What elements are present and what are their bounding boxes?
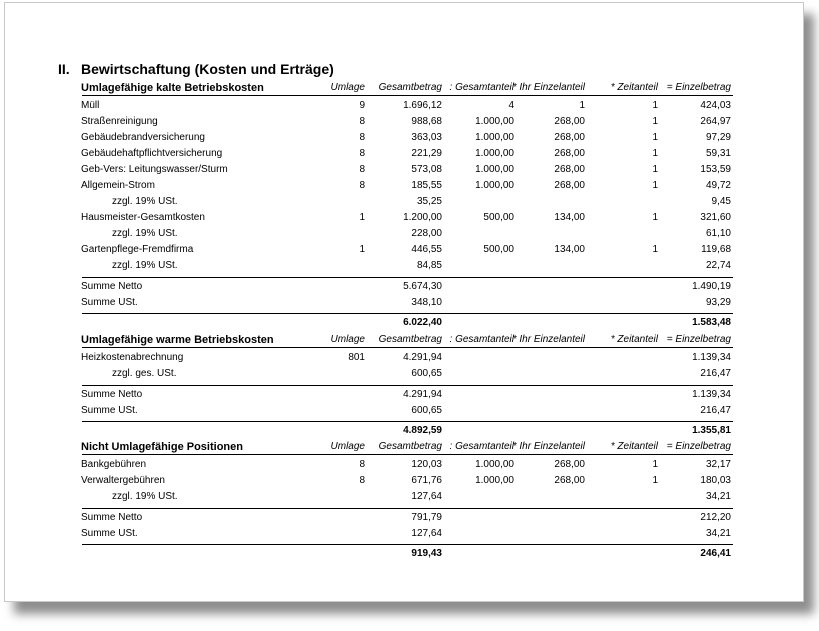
cell-ganteil: 1.000,00 bbox=[475, 116, 514, 127]
summary-betrag: 1.490,19 bbox=[692, 281, 731, 292]
row-label: zzgl. 19% USt. bbox=[112, 260, 178, 271]
summary-gesamt: 348,10 bbox=[411, 297, 442, 308]
column-header: * Zeitanteil bbox=[610, 82, 658, 93]
cell-zeit: 1 bbox=[652, 459, 658, 470]
column-header: Umlage bbox=[330, 334, 365, 345]
cell-betrag: 119,68 bbox=[701, 244, 731, 255]
cell-betrag: 153,59 bbox=[700, 164, 731, 175]
row-label: Straßenreinigung bbox=[81, 116, 158, 127]
row-label: zzgl. 19% USt. bbox=[112, 196, 178, 207]
cell-umlage: 8 bbox=[359, 475, 365, 486]
section-heading: Nicht Umlagefähige Positionen bbox=[81, 441, 243, 453]
cell-gesamt: 671,76 bbox=[411, 475, 442, 486]
cell-ganteil: 1.000,00 bbox=[475, 164, 514, 175]
cell-gesamt: 1.696,12 bbox=[403, 100, 442, 111]
cell-betrag: 264,97 bbox=[700, 116, 731, 127]
cell-betrag: 180,03 bbox=[700, 475, 731, 486]
cell-ganteil: 4 bbox=[508, 100, 514, 111]
cell-gesamt: 120,03 bbox=[411, 459, 442, 470]
row-label: Gebäudebrandversicherung bbox=[81, 132, 205, 143]
total-gesamt: 4.892,59 bbox=[403, 425, 442, 436]
cell-umlage: 8 bbox=[359, 180, 365, 191]
header-divider bbox=[82, 454, 733, 455]
column-header: Umlage bbox=[330, 82, 365, 93]
cell-ganteil: 500,00 bbox=[483, 244, 514, 255]
cell-gesamt: 363,03 bbox=[411, 132, 442, 143]
column-header: = Einzelbetrag bbox=[666, 82, 731, 93]
cell-ganteil: 1.000,00 bbox=[475, 459, 514, 470]
total-betrag: 1.583,48 bbox=[692, 317, 731, 328]
column-header: Gesamtbetrag bbox=[378, 441, 442, 452]
cell-betrag: 32,17 bbox=[705, 459, 731, 470]
row-label: zzgl. 19% USt. bbox=[112, 228, 178, 239]
cell-gesamt: 127,64 bbox=[411, 491, 442, 502]
section-number: II. bbox=[58, 61, 70, 77]
cell-betrag: 22,74 bbox=[705, 260, 731, 271]
cell-umlage: 8 bbox=[359, 116, 365, 127]
total-divider bbox=[82, 544, 733, 545]
cell-einzel: 1 bbox=[579, 100, 585, 111]
total-divider bbox=[82, 421, 733, 422]
cell-betrag: 321,60 bbox=[700, 212, 731, 223]
summary-gesamt: 4.291,94 bbox=[403, 389, 442, 400]
column-header: * Ihr Einzelanteil bbox=[512, 441, 585, 452]
cell-ganteil: 1.000,00 bbox=[475, 132, 514, 143]
cell-umlage: 8 bbox=[359, 132, 365, 143]
cell-betrag: 216,47 bbox=[700, 368, 731, 379]
cell-gesamt: 446,55 bbox=[411, 244, 442, 255]
cell-gesamt: 573,08 bbox=[411, 164, 442, 175]
cell-zeit: 1 bbox=[652, 116, 658, 127]
cell-zeit: 1 bbox=[652, 164, 658, 175]
cell-einzel: 268,00 bbox=[554, 459, 585, 470]
column-header: * Zeitanteil bbox=[610, 441, 658, 452]
cell-umlage: 801 bbox=[348, 352, 365, 363]
cell-umlage: 8 bbox=[359, 164, 365, 175]
cell-ganteil: 1.000,00 bbox=[475, 475, 514, 486]
total-gesamt: 6.022,40 bbox=[403, 317, 442, 328]
cell-einzel: 268,00 bbox=[554, 164, 585, 175]
summary-divider bbox=[82, 277, 733, 278]
cell-gesamt: 4.291,94 bbox=[403, 352, 442, 363]
summary-betrag: 34,21 bbox=[705, 528, 731, 539]
cell-betrag: 9,45 bbox=[711, 196, 731, 207]
cell-einzel: 268,00 bbox=[554, 116, 585, 127]
summary-betrag: 212,20 bbox=[700, 512, 731, 523]
row-label: zzgl. ges. USt. bbox=[112, 368, 177, 379]
column-header: * Zeitanteil bbox=[610, 334, 658, 345]
column-header: Gesamtbetrag bbox=[378, 334, 442, 345]
header-divider bbox=[82, 95, 733, 96]
column-header: : Gesamtanteil bbox=[449, 82, 514, 93]
cell-umlage: 8 bbox=[359, 148, 365, 159]
cell-umlage: 1 bbox=[359, 244, 365, 255]
cell-betrag: 1.139,34 bbox=[692, 352, 731, 363]
summary-label: Summe USt. bbox=[81, 297, 138, 308]
total-betrag: 1.355,81 bbox=[692, 425, 731, 436]
cell-gesamt: 35,25 bbox=[416, 196, 442, 207]
summary-label: Summe USt. bbox=[81, 405, 138, 416]
cell-zeit: 1 bbox=[652, 475, 658, 486]
column-header: : Gesamtanteil bbox=[449, 334, 514, 345]
cell-gesamt: 600,65 bbox=[411, 368, 442, 379]
column-header: = Einzelbetrag bbox=[666, 334, 731, 345]
row-label: Müll bbox=[81, 100, 100, 111]
cell-betrag: 61,10 bbox=[705, 228, 731, 239]
total-gesamt: 919,43 bbox=[411, 548, 442, 559]
document-page bbox=[4, 2, 804, 602]
section-heading: Umlagefähige warme Betriebskosten bbox=[81, 334, 274, 346]
summary-gesamt: 5.674,30 bbox=[403, 281, 442, 292]
cell-gesamt: 221,29 bbox=[411, 148, 442, 159]
cell-gesamt: 228,00 bbox=[411, 228, 442, 239]
cell-gesamt: 1.200,00 bbox=[403, 212, 442, 223]
cell-einzel: 268,00 bbox=[554, 132, 585, 143]
cell-betrag: 59,31 bbox=[705, 148, 731, 159]
summary-label: Summe Netto bbox=[81, 281, 143, 292]
row-label: Bankgebühren bbox=[81, 459, 147, 470]
total-betrag: 246,41 bbox=[700, 548, 731, 559]
cell-ganteil: 1.000,00 bbox=[475, 180, 514, 191]
row-label: Heizkostenabrechnung bbox=[81, 352, 184, 363]
summary-gesamt: 791,79 bbox=[411, 512, 442, 523]
page-title: Bewirtschaftung (Kosten und Erträge) bbox=[81, 61, 334, 77]
cell-betrag: 34,21 bbox=[705, 491, 731, 502]
header-divider bbox=[82, 347, 733, 348]
cell-zeit: 1 bbox=[652, 244, 658, 255]
summary-betrag: 1.139,34 bbox=[692, 389, 731, 400]
total-divider bbox=[82, 313, 733, 314]
summary-label: Summe USt. bbox=[81, 528, 138, 539]
cell-umlage: 1 bbox=[359, 212, 365, 223]
cell-betrag: 424,03 bbox=[700, 100, 731, 111]
cell-zeit: 1 bbox=[652, 132, 658, 143]
row-label: Geb-Vers: Leitungswasser/Sturm bbox=[81, 164, 228, 175]
summary-divider bbox=[82, 508, 733, 509]
cell-ganteil: 1.000,00 bbox=[475, 148, 514, 159]
cell-zeit: 1 bbox=[652, 212, 658, 223]
cell-gesamt: 988,68 bbox=[411, 116, 442, 127]
summary-betrag: 93,29 bbox=[705, 297, 731, 308]
summary-gesamt: 600,65 bbox=[411, 405, 442, 416]
cell-betrag: 49,72 bbox=[705, 180, 731, 191]
column-header: * Ihr Einzelanteil bbox=[512, 334, 585, 345]
cell-einzel: 134,00 bbox=[554, 244, 585, 255]
column-header: = Einzelbetrag bbox=[666, 441, 731, 452]
cell-betrag: 97,29 bbox=[705, 132, 731, 143]
cell-gesamt: 84,85 bbox=[416, 260, 442, 271]
cell-zeit: 1 bbox=[652, 180, 658, 191]
cell-zeit: 1 bbox=[652, 100, 658, 111]
row-label: zzgl. 19% USt. bbox=[112, 491, 178, 502]
section-heading: Umlagefähige kalte Betriebskosten bbox=[81, 82, 264, 94]
cell-umlage: 9 bbox=[359, 100, 365, 111]
cell-einzel: 268,00 bbox=[554, 180, 585, 191]
column-header: Gesamtbetrag bbox=[378, 82, 442, 93]
summary-gesamt: 127,64 bbox=[411, 528, 442, 539]
summary-divider bbox=[82, 385, 733, 386]
row-label: Hausmeister-Gesamtkosten bbox=[81, 212, 205, 223]
column-header: : Gesamtanteil bbox=[449, 441, 514, 452]
cell-zeit: 1 bbox=[652, 148, 658, 159]
cell-ganteil: 500,00 bbox=[483, 212, 514, 223]
summary-label: Summe Netto bbox=[81, 389, 143, 400]
cell-umlage: 8 bbox=[359, 459, 365, 470]
row-label: Allgemein-Strom bbox=[81, 180, 155, 191]
summary-label: Summe Netto bbox=[81, 512, 143, 523]
cell-einzel: 268,00 bbox=[554, 148, 585, 159]
row-label: Verwaltergebühren bbox=[81, 475, 165, 486]
summary-betrag: 216,47 bbox=[700, 405, 731, 416]
row-label: Gartenpflege-Fremdfirma bbox=[81, 244, 194, 255]
cell-gesamt: 185,55 bbox=[411, 180, 442, 191]
column-header: * Ihr Einzelanteil bbox=[512, 82, 585, 93]
cell-einzel: 268,00 bbox=[554, 475, 585, 486]
cell-einzel: 134,00 bbox=[554, 212, 585, 223]
column-header: Umlage bbox=[330, 441, 365, 452]
row-label: Gebäudehaftpflichtversicherung bbox=[81, 148, 223, 159]
